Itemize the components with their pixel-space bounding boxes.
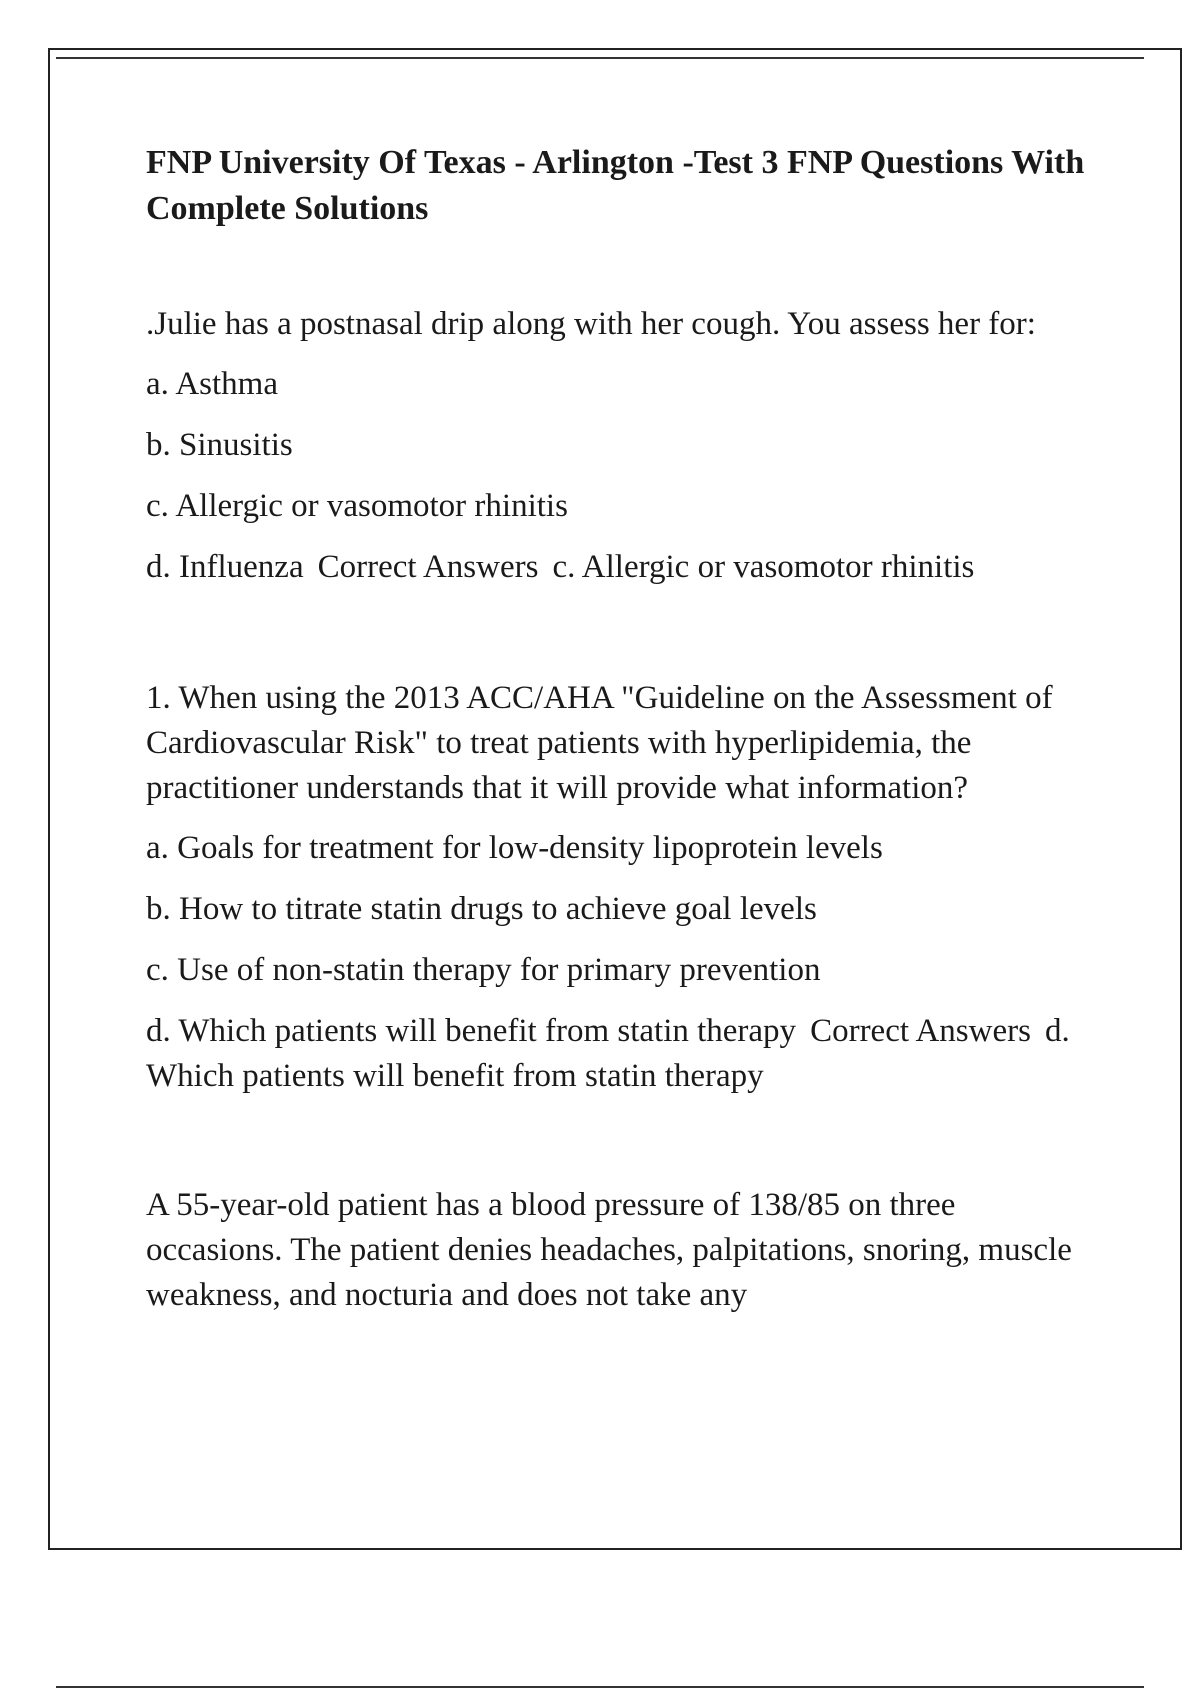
question-2 [146, 676, 1086, 1099]
question-stem: 1. When using the 2013 ACC/AHA "Guideline on the Assessment of Cardiovascular Risk" to treat patients with hyperlipidemia, the practitioner understands that it will provide what information? [146, 680, 1053, 806]
question-3 [146, 1183, 1086, 1318]
correct-answers-label: Correct Answers [810, 1013, 1031, 1049]
option-b: b. How to titrate statin drugs to achieve goal levels [146, 891, 817, 927]
option-c: c. Allergic or vasomotor rhinitis [146, 488, 568, 524]
correct-answers-label: Correct Answers [317, 549, 539, 585]
question-stem: A 55-year-old patient has a blood pressure of 138/85 on three occasions. The patient denies headaches, palpitations, snoring, muscle weakness, and nocturia and does not take any [146, 1187, 1072, 1313]
bottom-rule [56, 1686, 1144, 1688]
option-b: b. Sinusitis [146, 427, 293, 463]
option-d: d. Which patients will benefit from statin therapy [146, 1013, 797, 1049]
correct-answer: c. Allergic or vasomotor rhinitis [552, 549, 975, 585]
question-1 [146, 302, 1086, 590]
option-d-with-answer [146, 1009, 1086, 1099]
option-c: c. Use of non-statin therapy for primary prevention [146, 952, 821, 988]
option-d-with-answer [146, 545, 1086, 590]
option-a: a. Asthma [146, 366, 278, 402]
question-stem: .Julie has a postnasal drip along with her cough. You assess her for: [146, 306, 1036, 342]
option-d: d. Influenza [146, 549, 304, 585]
option-a: a. Goals for treatment for low-density lipoprotein levels [146, 830, 883, 866]
correct-answer: d. Which patients will benefit from statin therapy [146, 1013, 1070, 1094]
top-rule [56, 57, 1144, 59]
document-title: FNP University Of Texas - Arlington -Test 3 FNP Questions With Complete Solutions [146, 144, 1085, 227]
document-content [146, 140, 1086, 1333]
